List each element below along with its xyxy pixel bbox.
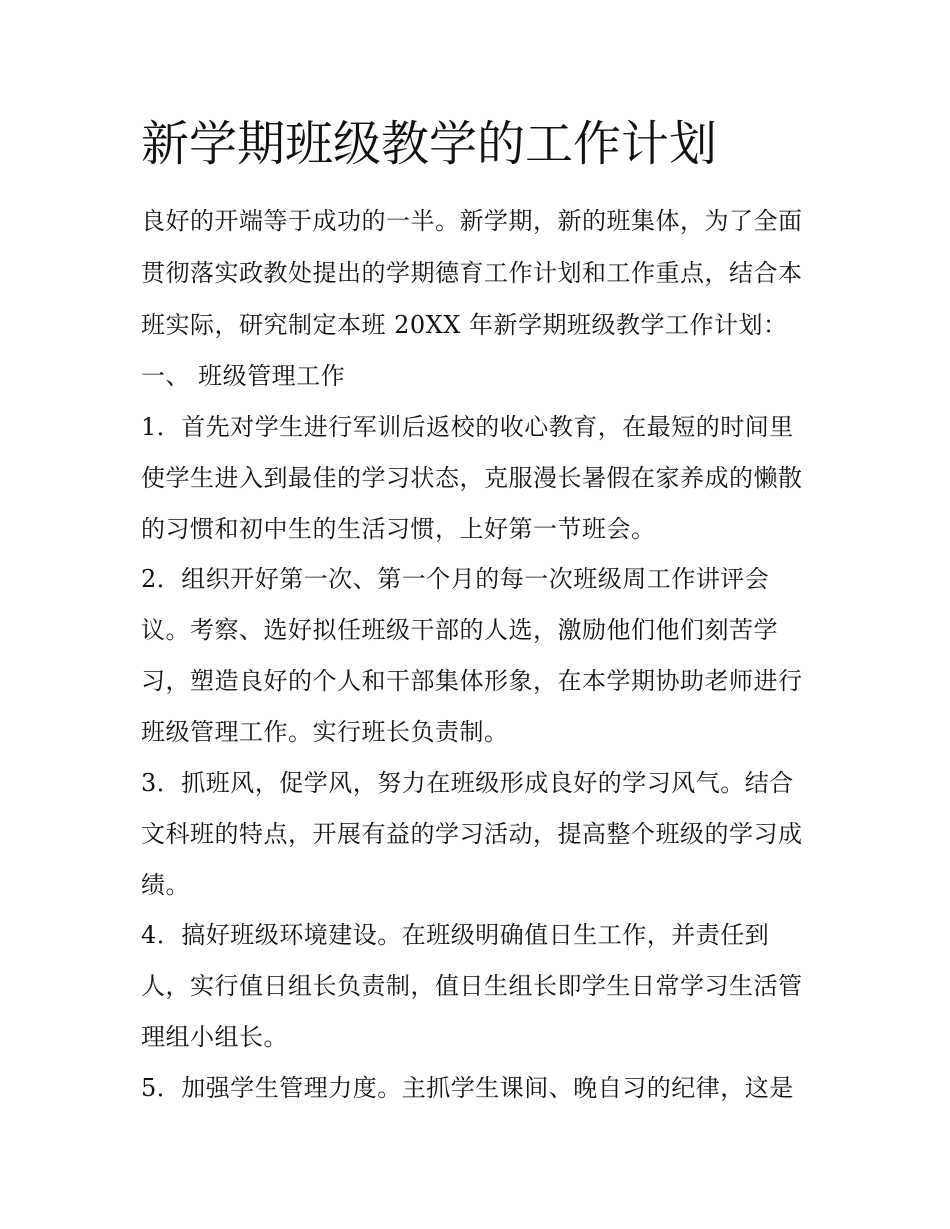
intro-line-1: 良好的开端等于成功的一半。新学期，新的班集体，为了全面 xyxy=(141,207,803,235)
item-1-line-3: 的习惯和初中生的生活习惯，上好第一节班会。 xyxy=(141,515,656,543)
item-1-line-1: 1．首先对学生进行军训后返校的收心教育，在最短的时间里 xyxy=(141,413,794,441)
intro-line-3: 班实际，研究制定本班 20XX 年新学期班级教学工作计划： xyxy=(141,311,788,339)
item-2-line-1: 2．组织开好第一次、第一个月的每一次班级周工作讲评会 xyxy=(141,565,770,593)
item-2-line-2: 议。考察、选好拟任班级干部的人选，激励他们他们刻苦学 xyxy=(141,616,778,644)
item-3-line-3: 绩。 xyxy=(141,871,190,899)
item-4-line-3: 理组小组长。 xyxy=(141,1023,288,1051)
intro-line-2: 贯彻落实政教处提出的学期德育工作计划和工作重点，结合本 xyxy=(141,259,803,287)
item-4-line-2: 人，实行值日组长负责制，值日生组长即学生日常学习生活管 xyxy=(141,972,803,1000)
item-4-line-1: 4．搞好班级环境建设。在班级明确值日生工作，并责任到 xyxy=(141,921,770,949)
item-2-line-4: 班级管理工作。实行班长负责制。 xyxy=(141,718,509,746)
section-heading: 一、 班级管理工作 xyxy=(141,362,346,390)
item-3-line-1: 3．抓班风，促学风，努力在班级形成良好的学习风气。结合 xyxy=(141,769,794,797)
document-title: 新学期班级教学的工作计划 xyxy=(141,116,718,172)
item-2-line-3: 习，塑造良好的个人和干部集体形象，在本学期协助老师进行 xyxy=(141,667,803,695)
item-5-line-1: 5．加强学生管理力度。主抓学生课间、晚自习的纪律，这是 xyxy=(141,1074,794,1102)
item-3-line-2: 文科班的特点，开展有益的学习活动，提高整个班级的学习成 xyxy=(141,820,803,848)
item-1-line-2: 使学生进入到最佳的学习状态，克服漫长暑假在家养成的懒散 xyxy=(141,464,803,492)
